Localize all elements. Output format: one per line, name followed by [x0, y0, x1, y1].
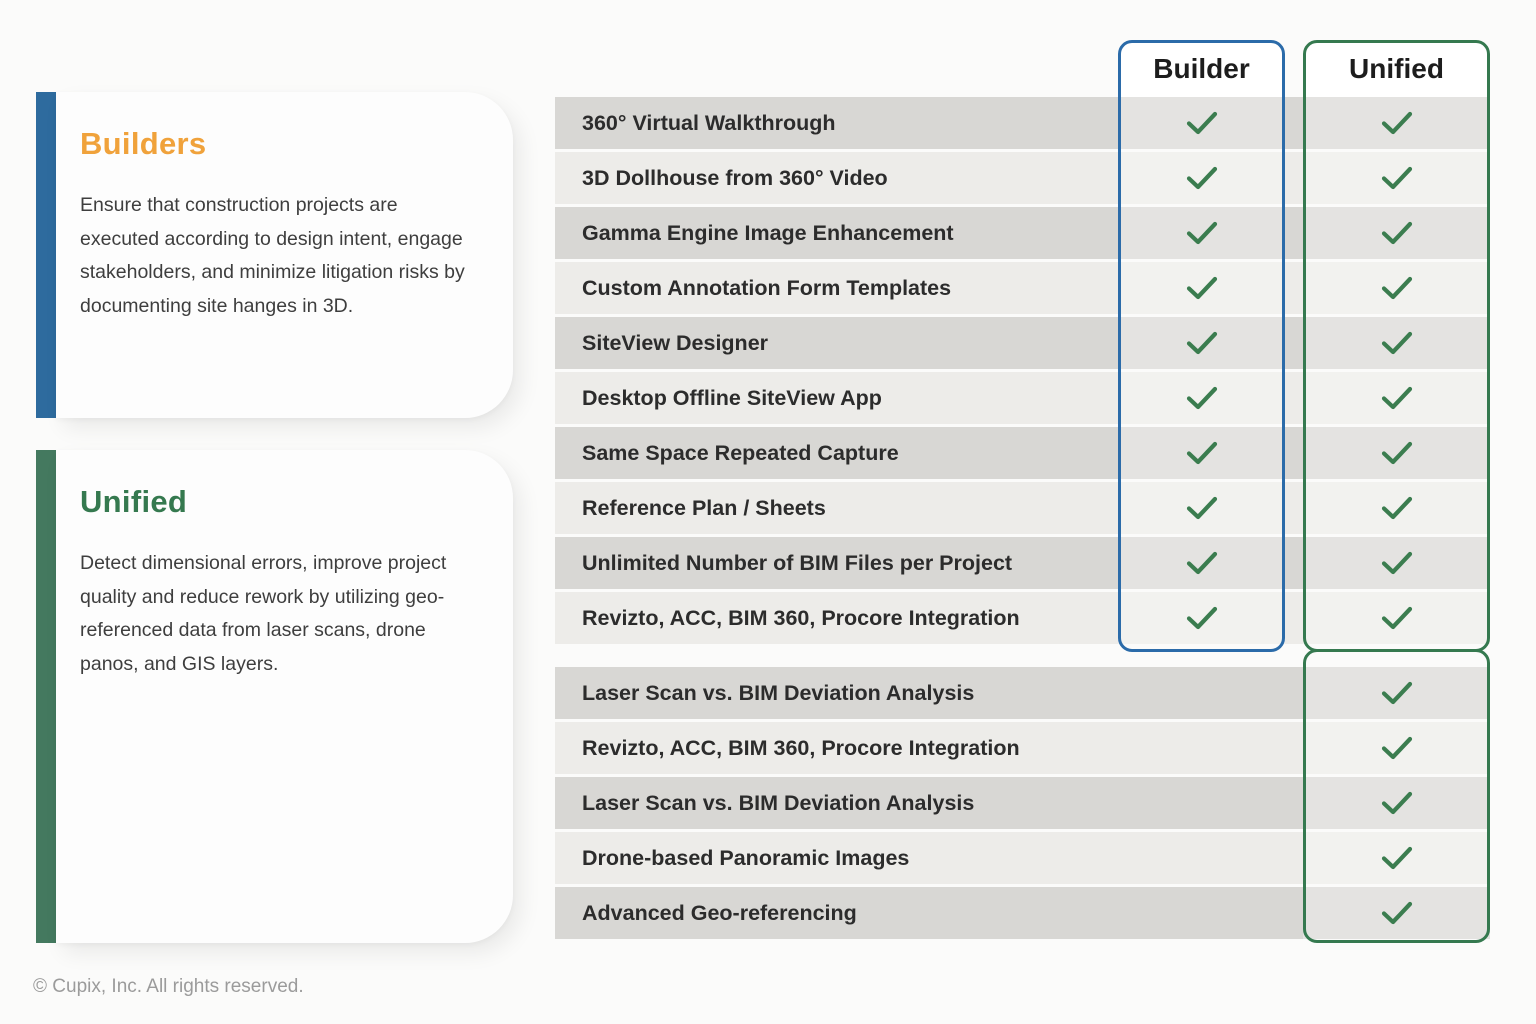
check-icon: [1381, 681, 1413, 705]
unified-check-cell: [1303, 537, 1490, 589]
feature-row: [555, 887, 1490, 939]
check-icon: [1381, 386, 1413, 410]
feature-row: [555, 832, 1490, 884]
check-icon: [1381, 166, 1413, 190]
check-icon: [1186, 386, 1218, 410]
check-icon: [1381, 551, 1413, 575]
feature-row: [555, 482, 1490, 534]
check-icon: [1381, 441, 1413, 465]
builder-check-cell: [1118, 317, 1285, 369]
unified-card: [36, 450, 513, 943]
feature-label: SiteView Designer: [582, 330, 769, 355]
feature-row: [555, 592, 1490, 644]
builders-card-description: Ensure that construction projects are executed according to design intent, engage stakeholders, and minimize litigation risks by documenting site hanges in 3D.: [80, 194, 465, 317]
unified-check-cell: [1303, 592, 1490, 644]
check-icon: [1381, 111, 1413, 135]
check-icon: [1186, 166, 1218, 190]
feature-label: Same Space Repeated Capture: [582, 440, 899, 465]
feature-label: Advanced Geo-referencing: [582, 900, 857, 925]
feature-row: [555, 152, 1490, 204]
unified-check-cell: [1303, 152, 1490, 204]
core-features-section: [555, 97, 1490, 644]
check-icon: [1381, 221, 1413, 245]
check-icon: [1186, 441, 1218, 465]
feature-rows: [555, 97, 1490, 942]
feature-label: Gamma Engine Image Enhancement: [582, 220, 954, 245]
unified-card-accent-bar: [36, 450, 56, 943]
check-icon: [1381, 846, 1413, 870]
check-icon: [1381, 736, 1413, 760]
builder-check-cell: [1118, 372, 1285, 424]
check-icon: [1186, 221, 1218, 245]
check-icon: [1381, 276, 1413, 300]
builders-card-accent-bar: [36, 92, 56, 418]
feature-row: [555, 317, 1490, 369]
check-icon: [1186, 606, 1218, 630]
feature-label: 3D Dollhouse from 360° Video: [582, 165, 888, 190]
feature-label: Revizto, ACC, BIM 360, Procore Integration: [582, 735, 1020, 760]
feature-row: [555, 97, 1490, 149]
unified-check-cell: [1303, 97, 1490, 149]
feature-row: [555, 207, 1490, 259]
check-icon: [1381, 331, 1413, 355]
feature-row: [555, 777, 1490, 829]
check-icon: [1381, 901, 1413, 925]
check-icon: [1381, 606, 1413, 630]
feature-row: [555, 262, 1490, 314]
builder-check-cell: [1118, 262, 1285, 314]
builder-check-cell: [1118, 427, 1285, 479]
feature-label: Drone-based Panoramic Images: [582, 845, 910, 870]
builder-check-cell: [1118, 207, 1285, 259]
unified-check-cell: [1303, 427, 1490, 479]
unified-check-cell: [1303, 372, 1490, 424]
feature-row: [555, 372, 1490, 424]
unified-check-cell: [1303, 262, 1490, 314]
unified-check-cell: [1303, 667, 1490, 719]
feature-label: Revizto, ACC, BIM 360, Procore Integration: [582, 605, 1020, 630]
feature-row: [555, 667, 1490, 719]
check-icon: [1186, 331, 1218, 355]
feature-label: Laser Scan vs. BIM Deviation Analysis: [582, 680, 975, 705]
unified-check-cell: [1303, 832, 1490, 884]
builders-card-title: Builders: [80, 126, 207, 161]
check-icon: [1186, 111, 1218, 135]
feature-comparison-table: [555, 40, 1490, 943]
check-icon: [1186, 551, 1218, 575]
feature-label: Laser Scan vs. BIM Deviation Analysis: [582, 790, 975, 815]
unified-only-features-section: [555, 667, 1490, 939]
builder-check-cell: [1118, 97, 1285, 149]
check-icon: [1186, 276, 1218, 300]
unified-check-cell: [1303, 722, 1490, 774]
builders-card-body: [56, 92, 513, 418]
builder-check-cell: [1118, 592, 1285, 644]
unified-card-description: Detect dimensional errors, improve project quality and reduce rework by utilizing geo-referenced data from laser scans, drone panos, and GIS layers.: [80, 552, 447, 675]
feature-row: [555, 537, 1490, 589]
unified-check-cell: [1303, 482, 1490, 534]
unified-card-title: Unified: [80, 484, 188, 519]
builders-card: [36, 92, 513, 418]
builder-check-cell: [1118, 152, 1285, 204]
unified-check-cell: [1303, 887, 1490, 939]
unified-card-body: [56, 450, 513, 943]
feature-label: Custom Annotation Form Templates: [582, 275, 952, 300]
builder-check-cell: [1118, 537, 1285, 589]
feature-row: [555, 722, 1490, 774]
feature-label: Reference Plan / Sheets: [582, 495, 826, 520]
check-icon: [1381, 496, 1413, 520]
feature-label: Unlimited Number of BIM Files per Project: [582, 550, 1013, 575]
builder-check-cell: [1118, 482, 1285, 534]
unified-column-header: Unified: [1303, 40, 1490, 97]
check-icon: [1381, 791, 1413, 815]
feature-row: [555, 427, 1490, 479]
unified-check-cell: [1303, 777, 1490, 829]
feature-label: 360° Virtual Walkthrough: [582, 110, 836, 135]
unified-check-cell: [1303, 207, 1490, 259]
check-icon: [1186, 496, 1218, 520]
unified-check-cell: [1303, 317, 1490, 369]
copyright-notice: © Cupix, Inc. All rights reserved.: [33, 976, 304, 997]
feature-label: Desktop Offline SiteView App: [582, 385, 882, 410]
builder-column-header: Builder: [1118, 40, 1285, 97]
